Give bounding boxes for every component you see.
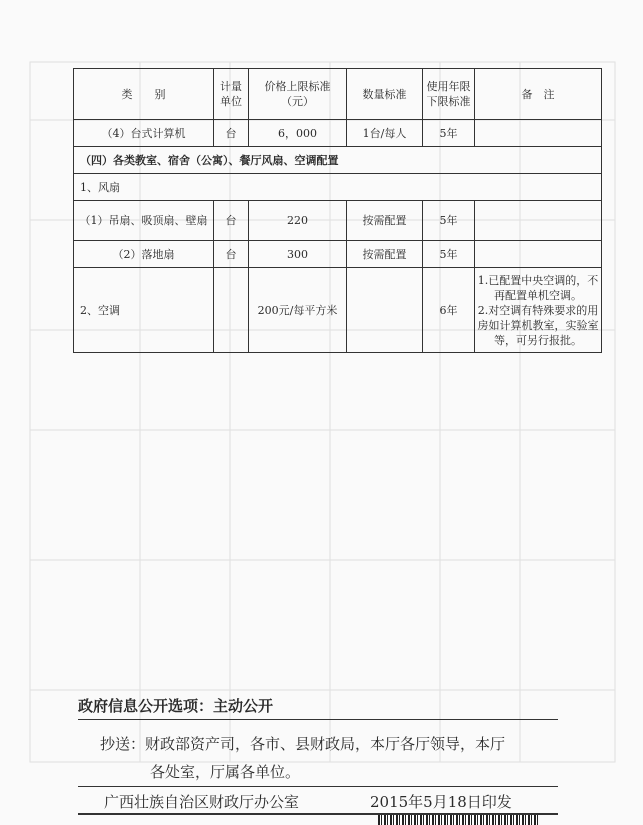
header-category: 类 别 (74, 69, 214, 120)
row-years: 5年 (423, 120, 475, 147)
divider (78, 786, 558, 787)
table-row (74, 201, 602, 241)
header-price-limit: 价格上限标准（元） (249, 69, 347, 120)
row-years: 5年 (423, 241, 475, 268)
row-quantity: 1台/每人 (347, 120, 423, 147)
table-header-row (74, 69, 602, 120)
section-heading: （四）各类教室、宿舍（公寓）、餐厅风扇、空调配置 (74, 147, 602, 174)
section-heading-row (74, 147, 602, 174)
disclosure-option: 政府信息公开选项：主动公开 (78, 697, 274, 715)
row-unit: 台 (214, 201, 249, 241)
row-unit (214, 268, 249, 353)
table-row (74, 268, 602, 353)
header-remarks: 备 注 (475, 69, 602, 120)
row-remarks (475, 120, 602, 147)
barcode-strip (378, 815, 538, 825)
row-name: （4）台式计算机 (74, 120, 214, 147)
row-name: （2）落地扇 (74, 241, 214, 268)
table-row (74, 120, 602, 147)
subsection-row (74, 174, 602, 201)
equipment-standard-table (73, 68, 602, 353)
header-years: 使用年限下限标准 (423, 69, 475, 120)
row-price: 300 (249, 241, 347, 268)
row-years: 6年 (423, 268, 475, 353)
row-unit: 台 (214, 241, 249, 268)
subsection-fan: 1、风扇 (74, 174, 602, 201)
header-unit: 计量单位 (214, 69, 249, 120)
row-years: 5年 (423, 201, 475, 241)
issuing-office: 广西壮族自治区财政厅办公室 (104, 793, 300, 811)
divider (78, 719, 558, 720)
row-unit: 台 (214, 120, 249, 147)
issue-date: 2015年5月18日印发 (370, 793, 512, 811)
row-remarks (475, 201, 602, 241)
cc-line-2: 各处室，厅属各单位。 (150, 763, 301, 781)
row-remarks (475, 241, 602, 268)
row-quantity: 按需配置 (347, 241, 423, 268)
table-row (74, 241, 602, 268)
cc-line-1: 抄送：财政部资产司，各市、县财政局，本厅各厅领导，本厅 (100, 735, 506, 753)
row-price: 220 (249, 201, 347, 241)
row-quantity (347, 268, 423, 353)
remark-note-2: 2.对空调有特殊要求的用房如计算机教室，实验室等，可另行报批。 (477, 303, 599, 347)
row-remarks (475, 268, 602, 353)
row-price: 200元/每平方米 (249, 268, 347, 353)
header-quantity: 数量标准 (347, 69, 423, 120)
remark-note-1: 1.已配置中央空调的，不再配置单机空调。 (477, 273, 599, 302)
row-price: 6，000 (249, 120, 347, 147)
row-name: （1）吊扇、吸顶扇、壁扇 (74, 201, 214, 241)
row-quantity: 按需配置 (347, 201, 423, 241)
row-name: 2、空调 (74, 268, 214, 353)
